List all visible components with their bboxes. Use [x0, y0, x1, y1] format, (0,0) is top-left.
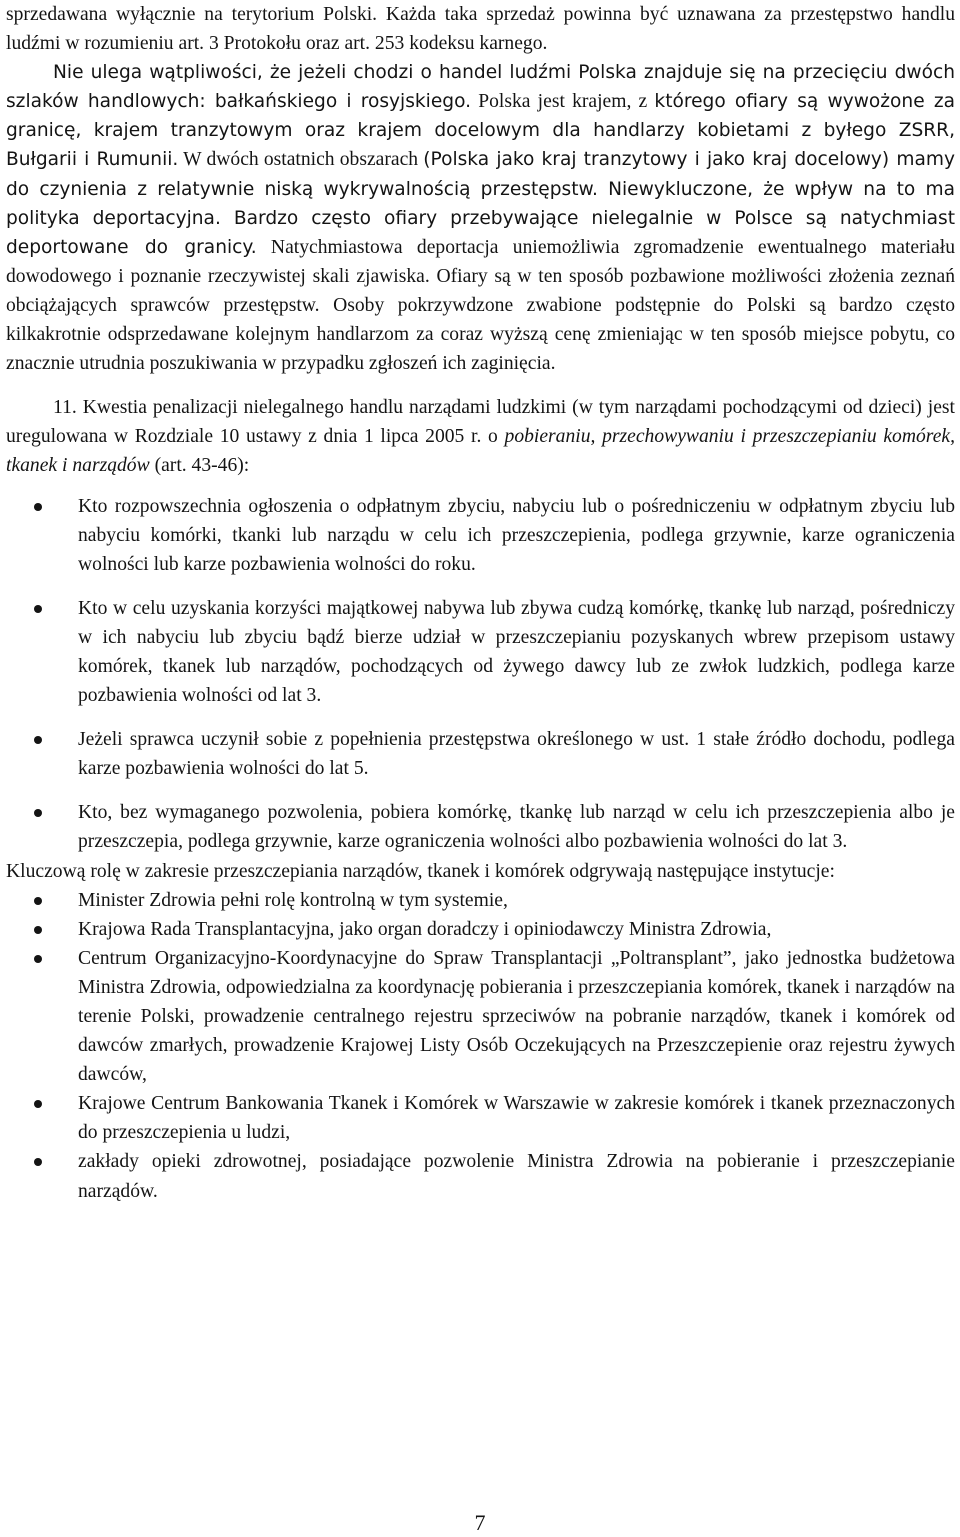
- paragraph-text-sans: (Polska jako kraj tranzytowy i jako kraj docelowy) mamy do czynienia z relatywnie niską wykrywalnością przestępstw. Niewykluczone, że wpływ na to ma polityka deportacyjna. Bardzo często ofiary przebywające nielegalnie w Polsce są natychmiast deportowane do granicy.: [6, 149, 955, 258]
- page-number: 7: [474, 1510, 486, 1535]
- section-11-paragraph: [6, 393, 955, 480]
- list-item: [6, 915, 955, 944]
- list-item-text: Kto rozpowszechnia ogłoszenia o odpłatnym zbyciu, nabyciu lub o pośredniczeniu w odpłatnym zbyciu lub nabyciu komórki, tkanki lub narządu w celu ich przeszczepienia, podlega grzywnie, karze ograniczenia wolności lub karze pozbawienia wolności do roku.: [78, 495, 955, 575]
- list-item-text: Krajowe Centrum Bankowania Tkanek i Komórek w Warszawie w zakresie komórek i tkanek przeznaczonych do przeszczepienia u ludzi,: [78, 1093, 955, 1144]
- list-item: [6, 725, 955, 783]
- list-item: [6, 492, 955, 579]
- list-item: [6, 798, 955, 856]
- list-item: [6, 1089, 955, 1147]
- paragraph-text: (art. 43-46):: [149, 455, 250, 477]
- act-title: pobieraniu, przechowywaniu i przeszczepianiu komórek, tkanek i narządów: [6, 426, 955, 477]
- paragraph-text: Kwestia penalizacji nielegalnego handlu narządami ludzkimi (w tym narządami pochodzącymi od dzieci) jest uregulowana w Rozdziale 10 ustawy z dnia 1 lipca 2005 r. o: [6, 397, 955, 448]
- bullet-icon: [34, 503, 42, 511]
- list-item: [6, 944, 955, 1089]
- paragraph-text: sprzedawana wyłącznie na terytorium Polski. Każda taka sprzedaż powinna być uznawana za przestępstwo handlu ludźmi w rozumieniu art. 3 Protokołu oraz art. 253 kodeksu karnego.: [6, 4, 955, 55]
- bullet-icon: [34, 897, 42, 905]
- bullet-icon: [34, 736, 42, 744]
- paragraph-text: Natychmiastowa deportacja uniemożliwia zgromadzenie ewentualnego materiału dowodowego i poznanie rzeczywistej skali zjawiska. Ofiary są w ten sposób pozbawione możliwości złożenia zeznań obciążających sprawców przestępstw. Osoby pokrzywdzone zwabione podstępnie do Polski są bardzo często kilkakrotnie odsprzedawane kolejnym handlarzom za coraz wyższą cenę zmieniając w ten sposób miejsce pobytu, co znacznie utrudnia poszukiwania w przypadku zgłoszeń ich zaginięcia.: [6, 236, 955, 375]
- bullet-icon: [34, 955, 42, 963]
- institutions-intro: [6, 857, 955, 886]
- list-item-text: zakłady opieki zdrowotnej, posiadające pozwolenie Ministra Zdrowia na pobieranie i przeszczepianie narządów.: [78, 1151, 955, 1202]
- list-item-text: Jeżeli sprawca uczynił sobie z popełnienia przestępstwa określonego w ust. 1 stałe źródło dochodu, podlega karze pozbawienia wolności do lat 5.: [78, 729, 955, 780]
- page-content: [6, 0, 955, 1206]
- list-item-text: Kto, bez wymaganego pozwolenia, pobiera komórkę, tkankę lub narząd w celu ich przeszczepienia albo je przeszczepia, podlega grzywnie, karze ograniczenia wolności albo pozbawienia wolności do lat 3.: [78, 802, 955, 853]
- paragraph-text: Polska jest krajem, z: [471, 91, 655, 113]
- list-item-text: Centrum Organizacyjno-Koordynacyjne do Spraw Transplantacji „Poltransplant”, jako jednostka budżetowa Ministra Zdrowia, odpowiedzialna za koordynację pobierania i przeszczepiania komórek, tkanek i narządów na terenie Polski, prowadzenie centralnego rejestru sprzeciwów na pobranie narządów, tkanek i komórek od dawców zmarłych, prowadzenie Krajowej Listy Osób Oczekujących na Przeszczepienie oraz rejestru żywych dawców,: [78, 947, 955, 1086]
- bullet-icon: [34, 1158, 42, 1166]
- penalties-list: [6, 492, 955, 857]
- paragraph-continuation: [6, 0, 955, 58]
- paragraph-text-sans: którego ofiary są wywożone za granicę, krajem tranzytowym oraz krajem docelowym dla handlarzy kobietami z byłego ZSRR, Bułgarii i Rumunii.: [6, 91, 955, 171]
- list-item-text: Minister Zdrowia pełni rolę kontrolną w tym systemie,: [78, 889, 508, 911]
- list-item: [6, 886, 955, 915]
- bullet-icon: [34, 926, 42, 934]
- section-number: 11.: [53, 397, 77, 419]
- paragraph-trafficking-routes: [6, 58, 955, 378]
- list-item: [6, 594, 955, 710]
- paragraph-text-sans: Nie ulega wątpliwości, że jeżeli chodzi o handel ludźmi Polska znajduje się na przecięciu dwóch szlaków handlowych: bałkańskiego i rosyjskiego.: [6, 62, 955, 113]
- list-item-text: Kto w celu uzyskania korzyści majątkowej nabywa lub zbywa cudzą komórkę, tkankę lub narząd, pośredniczy w ich nabyciu lub zbyciu bądź bierze udział w przeszczepianiu pozyskanych wbrew przepisom ustawy komórek, tkanek lub narządów, pochodzących od żywego dawcy lub ze zwłok ludzkich, podlega karze pozbawienia wolności od lat 3.: [78, 597, 955, 707]
- bullet-icon: [34, 605, 42, 613]
- list-item: [6, 1147, 955, 1205]
- paragraph-text: W dwóch ostatnich obszarach: [178, 149, 424, 171]
- bullet-icon: [34, 809, 42, 817]
- bullet-icon: [34, 1100, 42, 1108]
- paragraph-text: Kluczową rolę w zakresie przeszczepiania narządów, tkanek i komórek odgrywają następujące instytucje:: [6, 860, 835, 882]
- institutions-list: [6, 886, 955, 1206]
- list-item-text: Krajowa Rada Transplantacyjna, jako organ doradczy i opiniodawczy Ministra Zdrowia,: [78, 918, 772, 940]
